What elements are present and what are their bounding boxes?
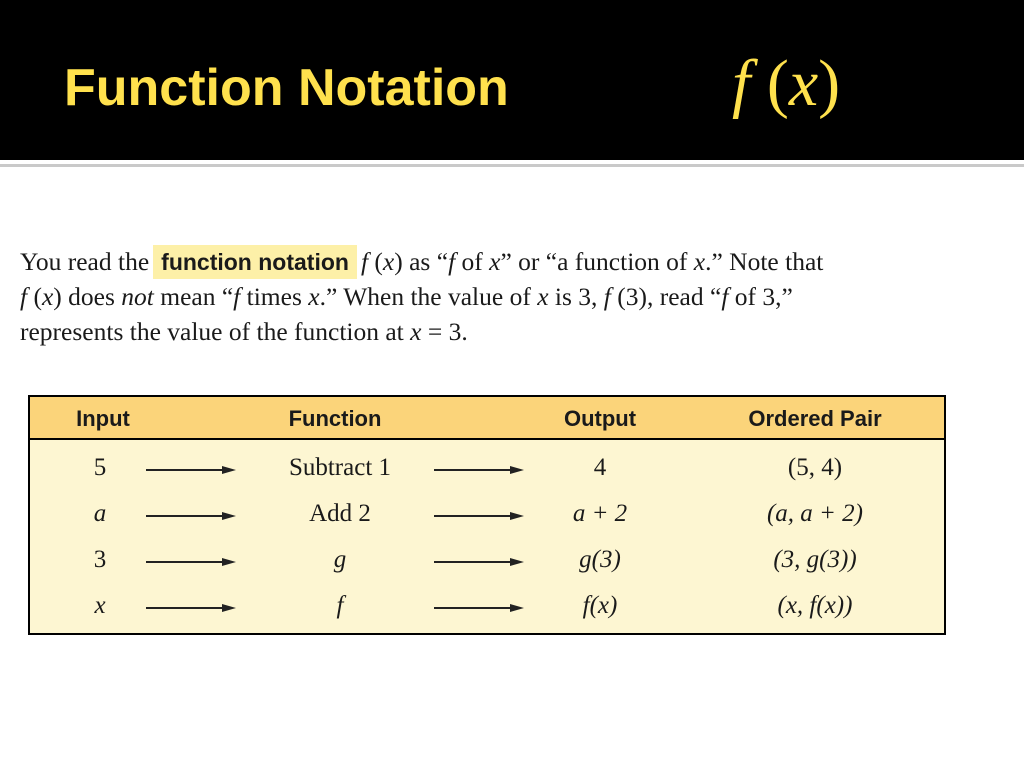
cell-output: 4 xyxy=(593,454,607,481)
emphasis-not: not xyxy=(121,282,154,311)
cell-ordered-pair: (3, g(3)) xyxy=(773,546,857,573)
arrow-right-icon xyxy=(434,466,524,470)
text-segment: mean “ xyxy=(153,282,234,311)
arrow-right-icon xyxy=(434,558,524,562)
function-table xyxy=(28,395,946,635)
cell-input: a xyxy=(93,500,107,527)
math-x: x xyxy=(693,247,706,276)
math-x: x xyxy=(537,282,549,311)
explanation-paragraph xyxy=(20,244,1010,349)
header-divider xyxy=(0,164,1024,167)
text-segment: ( xyxy=(27,282,42,311)
arrow-right-icon xyxy=(146,512,236,516)
math-f: f xyxy=(732,47,751,120)
text-segment: times xyxy=(240,282,309,311)
math-f: f xyxy=(20,282,28,311)
math-f: f xyxy=(721,282,729,311)
cell-input: 3 xyxy=(93,546,107,573)
arrow-right-icon xyxy=(146,604,236,608)
cell-ordered-pair: (5, 4) xyxy=(787,454,843,481)
arrow-right-icon xyxy=(146,466,236,470)
text-segment: of 3,” xyxy=(728,282,793,311)
math-x: x xyxy=(410,317,422,346)
cell-ordered-pair: (a, a + 2) xyxy=(766,500,864,527)
cell-function: Subtract 1 xyxy=(288,454,392,481)
math-f: f xyxy=(360,247,369,276)
arrow-right-icon xyxy=(434,512,524,516)
math-x: x xyxy=(382,247,395,276)
arrow-right-icon xyxy=(434,604,524,608)
text-segment: of xyxy=(455,247,490,276)
text-segment: = 3. xyxy=(421,317,468,346)
text-segment: You read the xyxy=(20,247,150,276)
title-math-expression xyxy=(732,44,840,124)
table-row xyxy=(30,445,944,491)
text-segment: is 3, xyxy=(548,282,604,311)
header-output: Output xyxy=(563,406,637,431)
cell-input: 5 xyxy=(93,454,107,481)
cell-output: g(3) xyxy=(579,546,621,573)
text-segment: ( xyxy=(368,247,383,276)
text-segment: ” or “a function of xyxy=(500,247,694,276)
math-open-paren: ( xyxy=(750,47,789,120)
cell-input: x xyxy=(94,592,106,619)
math-f: f xyxy=(233,282,241,311)
paragraph-line-2 xyxy=(20,279,1010,314)
header-function: Function xyxy=(288,406,382,431)
text-segment: ) does xyxy=(53,282,122,311)
math-x: x xyxy=(308,282,320,311)
text-segment: .” When the value of xyxy=(319,282,538,311)
cell-output: a + 2 xyxy=(572,500,628,527)
table-row xyxy=(30,583,944,629)
math-f: f xyxy=(603,282,611,311)
cell-function: f xyxy=(336,592,344,619)
paragraph-line-3 xyxy=(20,314,1010,349)
slide-title: Function Notation xyxy=(64,59,509,117)
header-input: Input xyxy=(76,406,130,431)
cell-ordered-pair: (x, f(x)) xyxy=(777,592,853,619)
cell-output: f(x) xyxy=(582,592,618,619)
text-segment: (3), read “ xyxy=(610,282,722,311)
header-ordered-pair: Ordered Pair xyxy=(748,406,882,431)
table-header-row xyxy=(30,397,944,440)
cell-function: Add 2 xyxy=(309,500,371,527)
math-x: x xyxy=(788,47,819,120)
math-f: f xyxy=(448,247,456,276)
table-row xyxy=(30,537,944,583)
text-segment: .” Note that xyxy=(705,247,824,276)
math-x: x xyxy=(489,247,501,276)
math-x: x xyxy=(41,282,54,311)
highlighted-term: function notation xyxy=(153,245,357,279)
arrow-right-icon xyxy=(146,558,236,562)
text-segment: represents the value of the function at xyxy=(20,317,411,346)
text-segment: ) as “ xyxy=(394,247,449,276)
math-close-paren: ) xyxy=(818,47,841,120)
paragraph-line-1 xyxy=(20,244,1010,279)
slide-header xyxy=(0,0,1024,160)
table-row xyxy=(30,491,944,537)
cell-function: g xyxy=(333,546,347,573)
